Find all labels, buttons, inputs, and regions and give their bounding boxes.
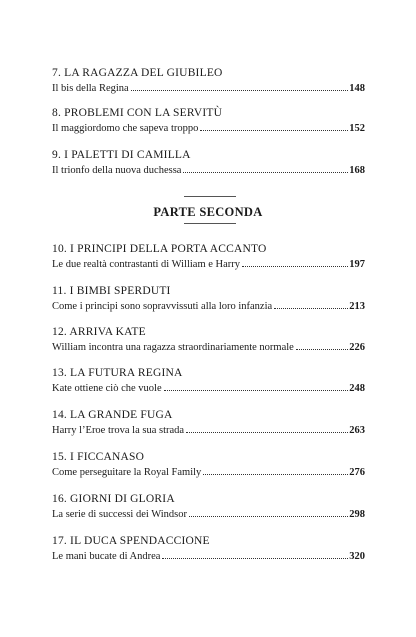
- dot-leader: [242, 266, 348, 267]
- chapter-subtitle: Come perseguitare la Royal Family: [52, 467, 202, 478]
- chapter-subtitle: Le mani bucate di Andrea: [52, 551, 161, 562]
- toc-entry-12: [52, 325, 365, 355]
- chapter-subtitle: Il bis della Regina: [52, 83, 129, 94]
- dot-leader: [203, 474, 348, 475]
- subtitle-line: [52, 382, 365, 396]
- chapter-subtitle: Come i principi sono sopravvissuti alla loro infanzia: [52, 301, 273, 312]
- dot-leader: [274, 308, 348, 309]
- toc-entry-11: [52, 284, 365, 314]
- dot-leader: [162, 558, 348, 559]
- chapter-title: 7. LA RAGAZZA DEL GIUBILEO: [52, 67, 223, 79]
- chapter-title: 12. ARRIVA KATE: [52, 326, 146, 338]
- chapter-subtitle: La serie di successi dei Windsor: [52, 509, 187, 520]
- chapter-subtitle: Il trionfo della nuova duchessa: [52, 165, 182, 176]
- dot-leader: [183, 172, 348, 173]
- page-number: 248: [349, 383, 365, 394]
- subtitle-line: [52, 341, 365, 355]
- subtitle-line: [52, 466, 365, 480]
- page-number: 276: [349, 467, 365, 478]
- chapter-title: 9. I PALETTI DI CAMILLA: [52, 149, 191, 161]
- dot-leader: [164, 390, 349, 391]
- toc-entry-8: [52, 106, 365, 136]
- part-rule-top: [184, 196, 236, 197]
- page-number: 298: [349, 509, 365, 520]
- chapter-title: 10. I PRINCIPI DELLA PORTA ACCANTO: [52, 243, 267, 255]
- page-number: 320: [349, 551, 365, 562]
- toc-entry-9: [52, 148, 365, 178]
- chapter-subtitle: Kate ottiene ciò che vuole: [52, 383, 162, 394]
- chapter-title: 15. I FICCANASO: [52, 451, 145, 463]
- chapter-subtitle: Il maggiordomo che sapeva troppo: [52, 123, 199, 134]
- chapter-title: 17. IL DUCA SPENDACCIONE: [52, 535, 210, 547]
- chapter-title: 13. LA FUTURA REGINA: [52, 367, 183, 379]
- page-number: 152: [349, 123, 365, 134]
- chapter-subtitle: William incontra una ragazza straordinariamente normale: [52, 342, 294, 353]
- dot-leader: [189, 516, 348, 517]
- chapter-subtitle: Le due realtà contrastanti di William e Harry: [52, 259, 241, 270]
- subtitle-line: [52, 164, 365, 178]
- page-number: 148: [349, 83, 365, 94]
- toc-entry-14: [52, 408, 365, 438]
- part-rule-bottom: [184, 223, 236, 224]
- toc-entry-17: [52, 534, 365, 564]
- chapter-subtitle: Harry l’Eroe trova la sua strada: [52, 425, 185, 436]
- chapter-title: 14. LA GRANDE FUGA: [52, 409, 173, 421]
- part-heading: PARTE SECONDA: [153, 205, 263, 219]
- page-number: 197: [349, 259, 365, 270]
- toc-entry-7: [52, 66, 365, 96]
- dot-leader: [296, 349, 348, 350]
- page-number: 213: [349, 301, 365, 312]
- toc-entry-13: [52, 366, 365, 396]
- subtitle-line: [52, 82, 365, 96]
- dot-leader: [186, 432, 348, 433]
- subtitle-line: [52, 508, 365, 522]
- dot-leader: [131, 90, 349, 91]
- page-number: 226: [349, 342, 365, 353]
- page-number: 168: [349, 165, 365, 176]
- chapter-title: 8. PROBLEMI CON LA SERVITÙ: [52, 107, 223, 119]
- chapter-title: 11. I BIMBI SPERDUTI: [52, 285, 171, 297]
- toc-entry-16: [52, 492, 365, 522]
- page-number: 263: [349, 425, 365, 436]
- dot-leader: [200, 130, 348, 131]
- toc-entry-15: [52, 450, 365, 480]
- subtitle-line: [52, 122, 365, 136]
- subtitle-line: [52, 550, 365, 564]
- toc-entry-10: [52, 242, 365, 272]
- chapter-title: 16. GIORNI DI GLORIA: [52, 493, 175, 505]
- subtitle-line: [52, 258, 365, 272]
- subtitle-line: [52, 424, 365, 438]
- subtitle-line: [52, 300, 365, 314]
